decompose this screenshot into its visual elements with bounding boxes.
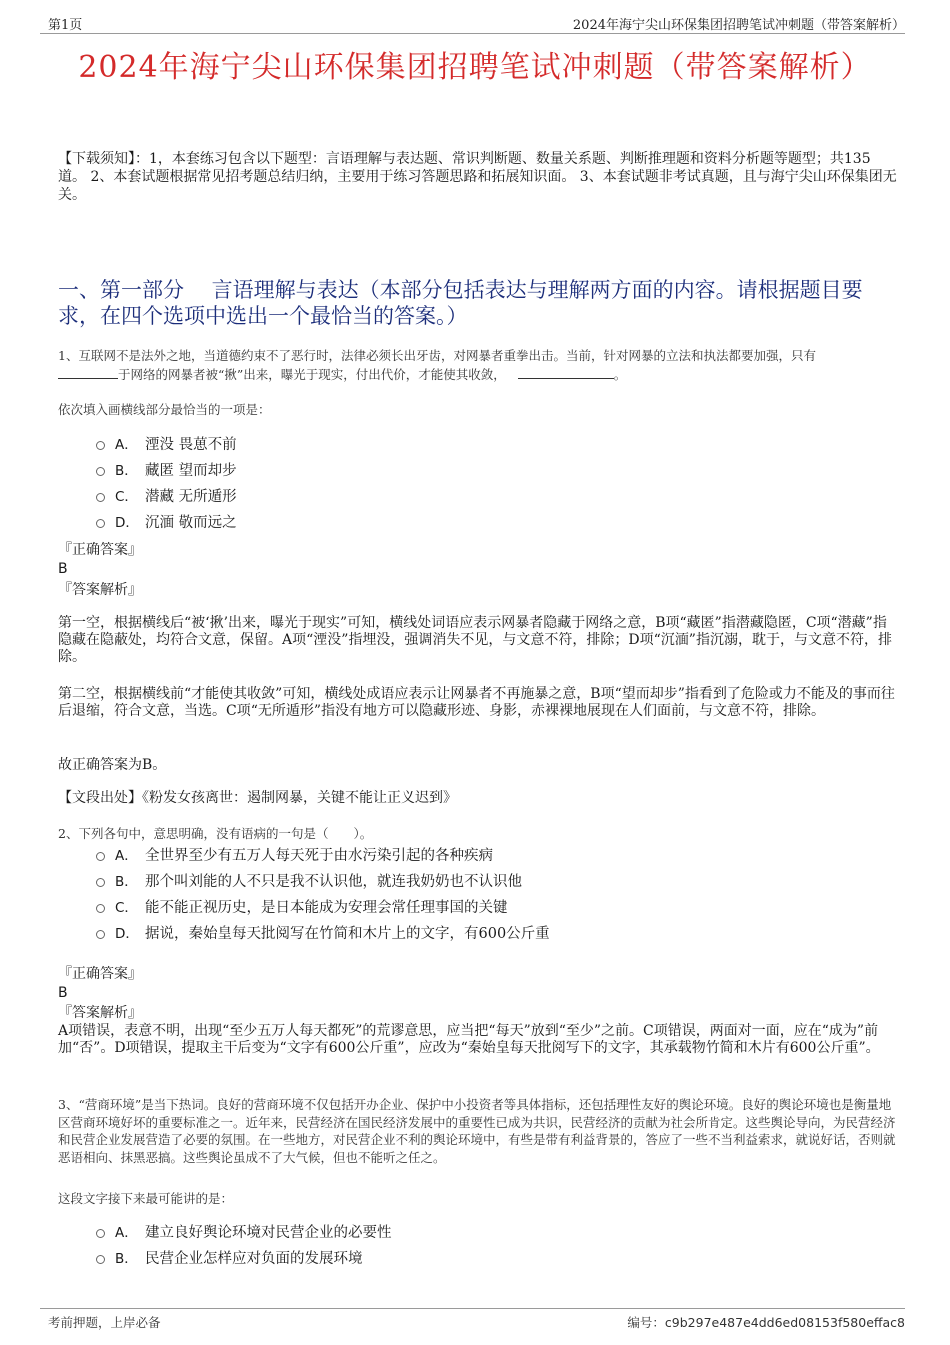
footer-code-value: c9b297e487e4dd6ed08153f580effac8 [664, 1315, 905, 1330]
header-divider [40, 33, 905, 34]
option-a[interactable]: A． 建立良好舆论环境对民营企业的必要性 [96, 1220, 392, 1246]
header-doc-title: 2024年海宁尖山环保集团招聘笔试冲刺题（带答案解析） [572, 18, 905, 33]
question-2-options [96, 843, 550, 947]
option-c[interactable]: C． 能不能正视历史，是日本能成为安理会常任理事国的关键 [96, 895, 550, 921]
analysis-paragraph: A项错误，表意不明，出现“至少五万人每天都死”的荒谬意思，应当把“每天”放到“至少”之前。C项错误，两面对一面，应在“成为”前加“否”。D项错误，提取主干后变为“文字有600公斤重”，应改为“秦始皇每天批阅写下的文字，其承载物竹简和木片有600公斤重”。 [58, 1023, 880, 1056]
radio-icon[interactable] [96, 1229, 105, 1238]
source-citation: 【文段出处】《粉发女孩离世：遏制网暴，关键不能让正义迟到》 [58, 790, 457, 806]
answer-value: B [58, 985, 68, 1001]
footer-divider [40, 1308, 905, 1309]
download-notice: 【下载须知】：1，本套练习包含以下题型：言语理解与表达题、常识判断题、数量关系题、判断推理题和资料分析题等题型；共135道。 2、本套试题根据常见招考题总结归纳，主要用于练习答题思路和拓展知识面。 3、本套试题非考试真题，且与海宁尖山环保集团无关。 [58, 151, 897, 203]
radio-icon[interactable] [96, 930, 105, 939]
page-number: 第1页 [48, 18, 83, 33]
analysis-paragraph-1: 第一空，根据横线后“被‘揪’出来，曝光于现实”可知，横线处词语应表示网暴者隐藏于网络之意，B项“藏匿”指潜藏隐匿，C项“潜藏”指隐藏在隐蔽处，均符合文意，保留。A项“湮没”指埋没，强调消失不见，与文意不符，排除；D项“沉湎”指沉溺，耽于，与文意不符，排除。 [58, 615, 892, 665]
answer-label: 『正确答案』 [58, 966, 142, 982]
question-3-options [96, 1220, 392, 1272]
question-3-prompt: 这段文字接下来最可能讲的是： [58, 1191, 234, 1206]
radio-icon[interactable] [96, 441, 105, 450]
question-1-text-b: 于网络的网暴者被“揪”出来，曝光于现实，付出代价，才能使其收敛， [118, 367, 506, 382]
radio-icon[interactable] [96, 467, 105, 476]
blank-2 [518, 366, 614, 379]
radio-icon[interactable] [96, 852, 105, 861]
question-1-text-c: 。 [613, 367, 627, 382]
option-d[interactable]: D． 沉湎 敬而远之 [96, 510, 237, 536]
option-b[interactable]: B． 藏匿 望而却步 [96, 458, 237, 484]
option-a[interactable]: A． 全世界至少有五万人每天死于由水污染引起的各种疾病 [96, 843, 550, 869]
question-2-text: 2、下列各句中，意思明确，没有语病的一句是（ ）。 [58, 826, 373, 841]
analysis-label: 『答案解析』 [58, 582, 142, 598]
radio-icon[interactable] [96, 1255, 105, 1264]
analysis-paragraph-2: 第二空，根据横线前“才能使其收敛”可知，横线处成语应表示让网暴者不再施暴之意，B项“望而却步”指看到了危险或力不能及的事而往后退缩，符合文意，当选。C项“无所遁形”指没有地方可以隐藏形迹、身影，赤裸裸地展现在人们面前，与文意不符，排除。 [58, 686, 895, 719]
radio-icon[interactable] [96, 493, 105, 502]
option-b[interactable]: B． 那个叫刘能的人不只是我不认识他，就连我奶奶也不认识他 [96, 869, 550, 895]
blank-1 [58, 366, 118, 379]
option-c[interactable]: C． 潜藏 无所遁形 [96, 484, 237, 510]
option-a[interactable]: A． 湮没 畏葸不前 [96, 432, 237, 458]
answer-value: B [58, 561, 68, 577]
option-b[interactable]: B． 民营企业怎样应对负面的发展环境 [96, 1246, 392, 1272]
radio-icon[interactable] [96, 519, 105, 528]
question-3-text: 3、“营商环境”是当下热词。良好的营商环境不仅包括开办企业、保护中小投资者等具体指标，还包括理性友好的舆论环境。良好的舆论环境也是衡量地区营商环境好坏的重要标准之一。近年来，民营经济在国民经济发展中的重要性已成为共识，民营经济的贡献为社会所肯定。这些舆论导向，为民营经济和民营企业发展营造了必要的氛围。在一些地方，对民营企业不利的舆论环境中，有些是带有利益背景的，答应了一些不当利益索求，就说好话，否则就恶语相向、抹黑恶搞。这些舆论虽成不了大气候，但也不能听之任之。 [58, 1097, 896, 1165]
footer-code-label: 编号： [627, 1315, 665, 1330]
footer-code [627, 1313, 905, 1331]
answer-label: 『正确答案』 [58, 542, 142, 558]
radio-icon[interactable] [96, 904, 105, 913]
question-1-prompt: 依次填入画横线部分最恰当的一项是： [58, 402, 271, 417]
radio-icon[interactable] [96, 878, 105, 887]
question-1-text-a: 1、互联网不是法外之地，当道德约束不了恶行时，法律必须长出牙齿，对网暴者重拳出击。当前，针对网暴的立法和执法都要加强，只有 [58, 348, 816, 363]
page-title: 2024年海宁尖山环保集团招聘笔试冲刺题（带答案解析） [78, 50, 872, 85]
analysis-label: 『答案解析』 [58, 1005, 142, 1021]
section-heading: 一、第一部分 言语理解与表达（本部分包括表达与理解两方面的内容。请根据题目要求，在四个选项中选出一个最恰当的答案。） [58, 278, 863, 328]
analysis-conclusion: 故正确答案为B。 [58, 757, 167, 773]
question-1-options [96, 432, 237, 536]
option-d[interactable]: D． 据说，秦始皇每天批阅写在竹简和木片上的文字，有600公斤重 [96, 921, 550, 947]
footer-slogan: 考前押题，上岸必备 [48, 1315, 161, 1330]
question-1 [58, 346, 903, 384]
